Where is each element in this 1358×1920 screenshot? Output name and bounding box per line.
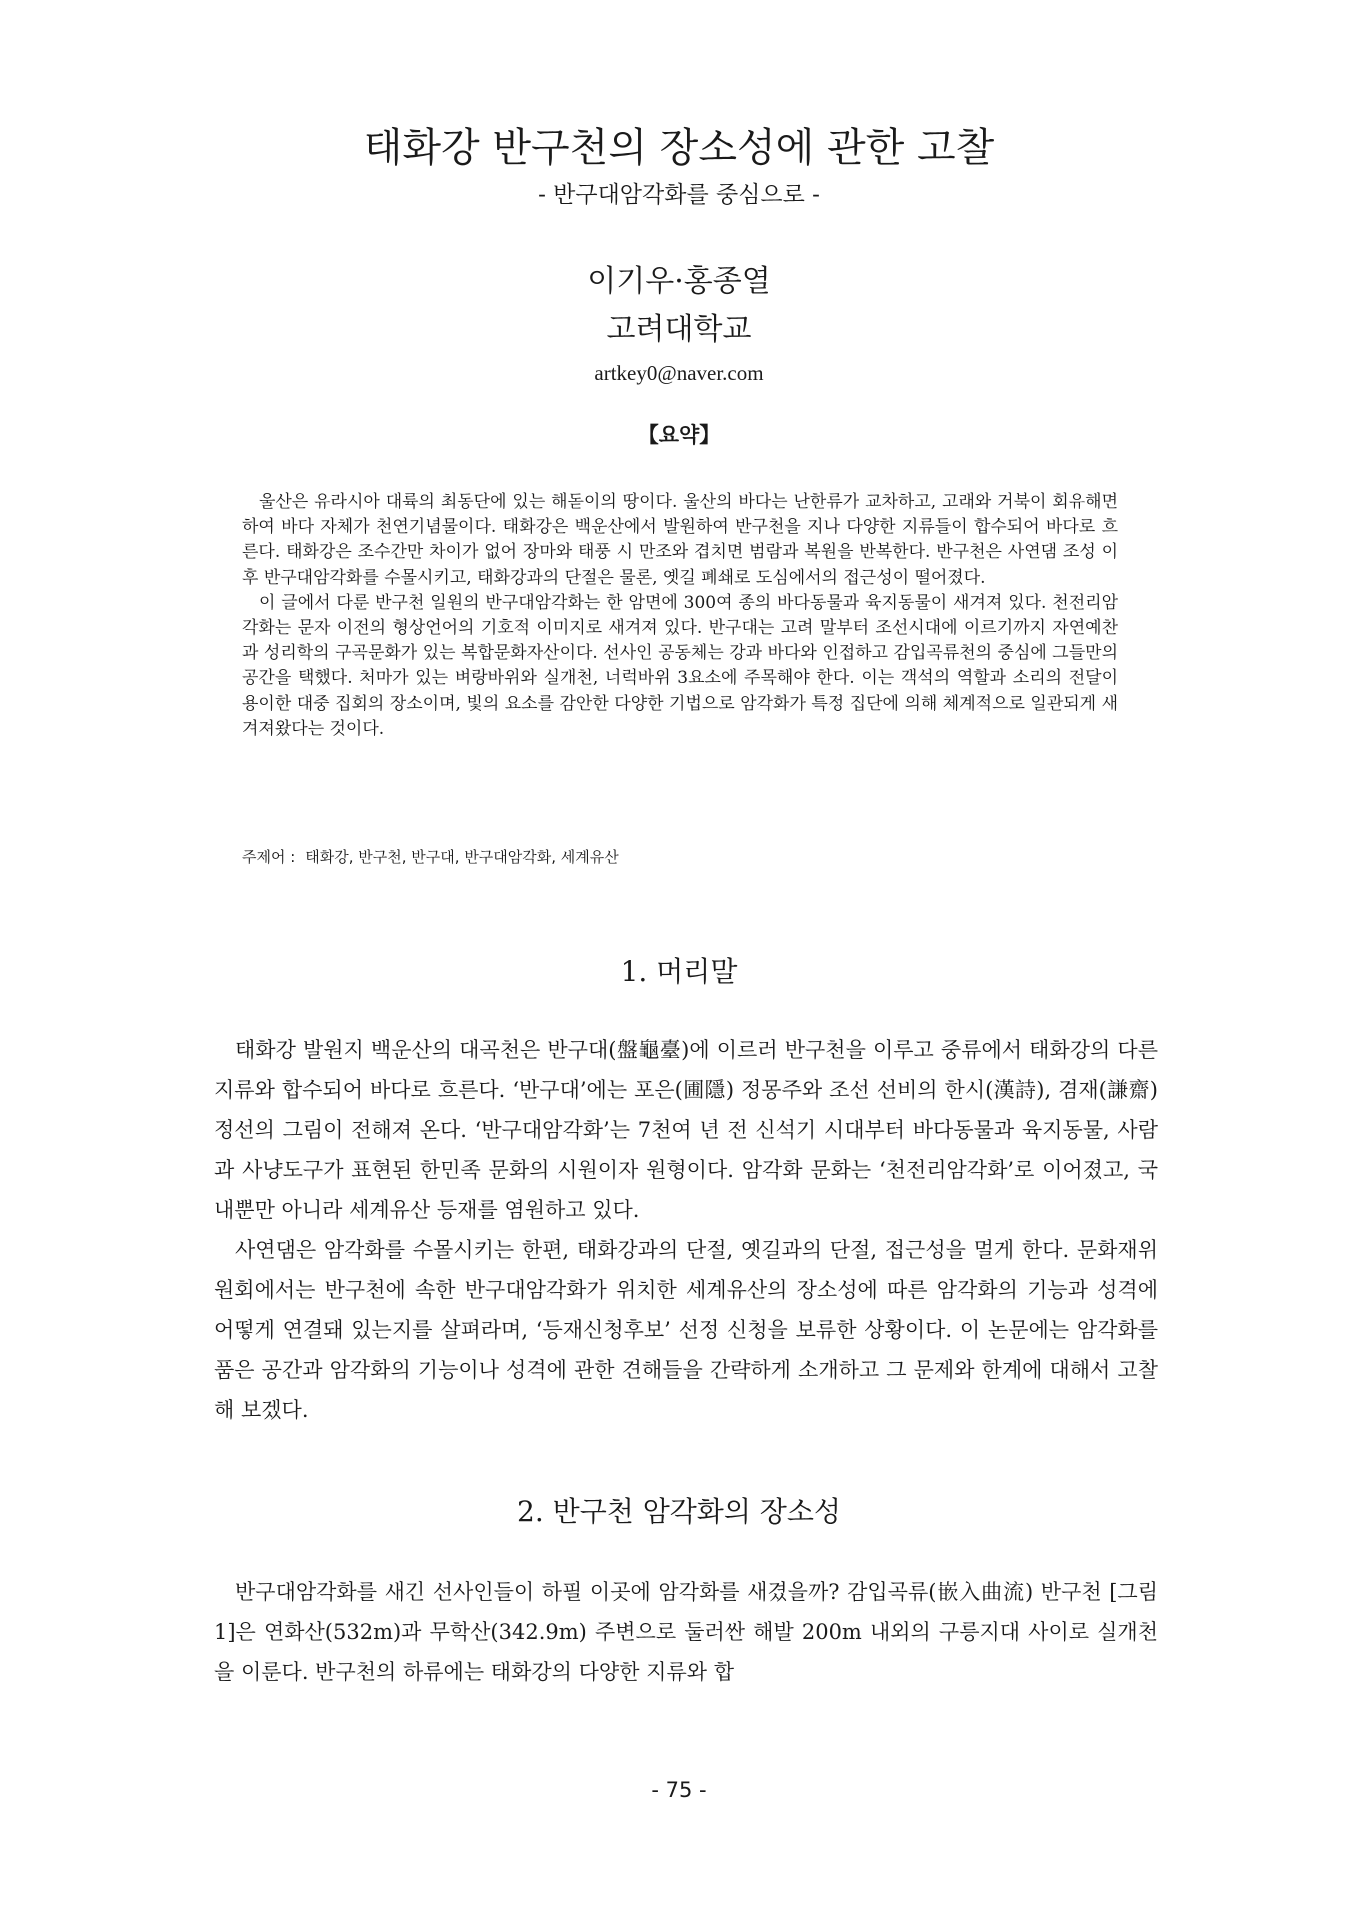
section-body-introduction	[214, 1030, 1158, 1430]
author-affiliation: 고려대학교	[606, 312, 752, 347]
section-body-placeness	[214, 1572, 1158, 1692]
body-paragraph: 태화강 발원지 백운산의 대곡천은 반구대(盤龜臺)에 이르러 반구천을 이루고 중류에서 태화강의 다른 지류와 합수되어 바다로 흐른다. ‘반구대’에는 포은(圃隱) 정몽주와 조선 선비의 한시(漢詩), 겸재(謙齋) 정선의 그림이 전해져 온다. ‘반구대암각화’는 7천여 년 전 신석기 시대부터 바다동물과 육지동물, 사람과 사냥도구가 표현된 한민족 문화의 시원이자 원형이다. 암각화 문화는 ‘천전리암각화’로 이어졌고, 국내뿐만 아니라 세계유산 등재를 염원하고 있다.	[214, 1038, 1158, 1222]
author-names: 이기우·홍종열	[587, 264, 771, 299]
body-paragraph: 반구대암각화를 새긴 선사인들이 하필 이곳에 암각화를 새겼을까? 감입곡류(嵌入曲流) 반구천 [그림 1]은 연화산(532m)과 무학산(342.9m) 주변으로 둘러싼 해발 200m 내외의 구릉지대 사이로 실개천을 이룬다. 반구천의 하류에는 태화강의 다양한 지류와 합	[214, 1580, 1158, 1684]
abstract-body	[242, 490, 1118, 742]
abstract-heading: 【요약】	[637, 423, 721, 447]
abstract-paragraph: 이 글에서 다룬 반구천 일원의 반구대암각화는 한 암면에 300여 종의 바다동물과 육지동물이 새겨져 있다. 천전리암각화는 문자 이전의 형상언어의 기호적 이미지로 새겨져 있다. 반구대는 고려 말부터 조선시대에 이르기까지 자연예찬과 성리학의 구곡문화가 있는 복합문화자산이다. 선사인 공동체는 강과 바다와 인접하고 감입곡류천의 중심에 그들만의 공간을 택했다. 처마가 있는 벼랑바위와 실개천, 너럭바위 3요소에 주목해야 한다. 이는 객석의 역할과 소리의 전달이 용이한 대중 집회의 장소이며, 빛의 요소를 감안한 다양한 기법으로 암각화가 특정 집단에 의해 체계적으로 일관되게 새겨져왔다는 것이다.	[242, 592, 1118, 739]
paper-subtitle: - 반구대암각화를 중심으로 -	[538, 182, 820, 208]
page-number: - 75 -	[651, 1778, 707, 1802]
section-heading-introduction: 1. 머리말	[620, 955, 738, 988]
keywords-label: 주제어 :	[242, 848, 296, 866]
paper-title: 태화강 반구천의 장소성에 관한 고찰	[363, 125, 995, 171]
keywords-line	[242, 846, 619, 868]
body-paragraph: 사연댐은 암각화를 수몰시키는 한편, 태화강과의 단절, 옛길과의 단절, 접근성을 멀게 한다. 문화재위원회에서는 반구천에 속한 반구대암각화가 위치한 세계유산의 장소성에 따른 암각화의 기능과 성격에 어떻게 연결돼 있는지를 살펴라며, ‘등재신청후보’ 선정 신청을 보류한 상황이다. 이 논문에는 암각화를 품은 공간과 암각화의 기능이나 성격에 관한 견해들을 간략하게 소개하고 그 문제와 한계에 대해서 고찰해 보겠다.	[214, 1238, 1158, 1422]
keywords-terms: 태화강, 반구천, 반구대, 반구대암각화, 세계유산	[305, 848, 619, 866]
author-email: artkey0@naver.com	[594, 361, 764, 385]
section-heading-placeness: 2. 반구천 암각화의 장소성	[517, 1495, 841, 1528]
abstract-paragraph: 울산은 유라시아 대륙의 최동단에 있는 해돋이의 땅이다. 울산의 바다는 난한류가 교차하고, 고래와 거북이 회유해면하여 바다 자체가 천연기념물이다. 태화강은 백운산에서 발원하여 반구천을 지나 다양한 지류들이 합수되어 바다로 흐른다. 태화강은 조수간만 차이가 없어 장마와 태풍 시 만조와 겹치면 범람과 복원을 반복한다. 반구천은 사연댐 조성 이후 반구대암각화를 수몰시키고, 태화강과의 단절은 물론, 옛길 폐쇄로 도심에서의 접근성이 떨어졌다.	[242, 492, 1118, 588]
